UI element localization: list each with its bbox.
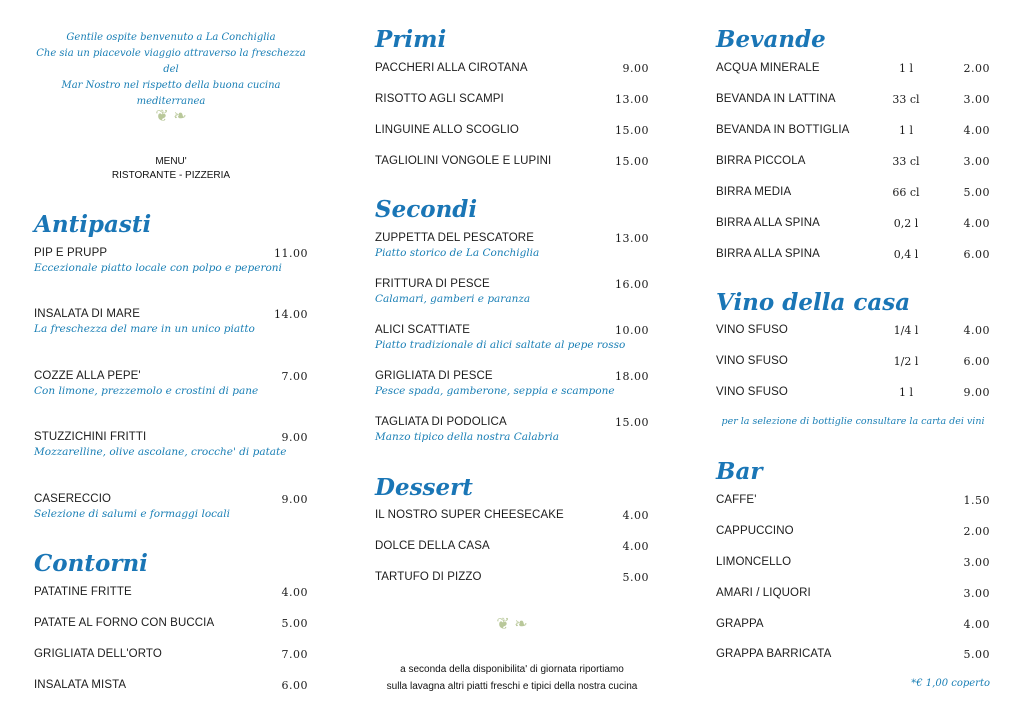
- item-name: GRIGLIATA DELL'ORTO: [34, 648, 162, 660]
- item-name: CASERECCIO: [34, 493, 112, 505]
- menu-item: [34, 586, 308, 604]
- item-name: GRIGLIATA DI PESCE: [375, 370, 493, 382]
- menu-item: [716, 217, 990, 235]
- section-heading-secondi: Secondi: [375, 196, 478, 223]
- menu-item: [34, 247, 308, 274]
- menu-item: [716, 324, 990, 342]
- item-name: VINO SFUSO: [716, 355, 788, 367]
- section-heading-vino: Vino della casa: [716, 289, 911, 316]
- menu-item: [716, 587, 990, 605]
- menu-item: [375, 540, 649, 558]
- item-price: 5.00: [963, 648, 990, 661]
- item-name: BEVANDA IN BOTTIGLIA: [716, 124, 850, 136]
- menu-item: [375, 124, 649, 142]
- menu-item: [716, 355, 990, 373]
- welcome-text: [34, 30, 308, 110]
- menu-item: [716, 648, 990, 666]
- item-price: 2.00: [963, 62, 990, 75]
- item-price: 3.00: [963, 155, 990, 168]
- menu-item: [716, 186, 990, 204]
- item-name: GRAPPA BARRICATA: [716, 648, 832, 660]
- item-quantity: 33 cl: [892, 93, 920, 106]
- menu-item: [375, 93, 649, 111]
- item-name: PATATINE FRITTE: [34, 586, 132, 598]
- item-price: 4.00: [963, 618, 990, 631]
- menu-item: [34, 617, 308, 635]
- item-price: 9.00: [963, 386, 990, 399]
- item-name: CAFFE': [716, 494, 757, 506]
- item-price: 6.00: [963, 248, 990, 261]
- menu-item: [716, 62, 990, 80]
- item-price: 9.00: [281, 493, 308, 506]
- item-price: 4.00: [622, 540, 649, 553]
- menu-item: [716, 248, 990, 266]
- item-price: 9.00: [622, 62, 649, 75]
- item-price: 2.00: [963, 525, 990, 538]
- menu-item: [375, 324, 649, 351]
- menu-column-right: [716, 0, 990, 724]
- item-name: ZUPPETTA DEL PESCATORE: [375, 232, 534, 244]
- menu-item: [375, 370, 649, 397]
- item-name: DOLCE DELLA CASA: [375, 540, 490, 552]
- item-price: 3.00: [963, 93, 990, 106]
- item-description: Mozzarelline, olive ascolane, crocche' di patate: [34, 446, 287, 458]
- menu-logo: [34, 155, 308, 183]
- item-price: 15.00: [615, 416, 649, 429]
- item-name: RISOTTO AGLI SCAMPI: [375, 93, 504, 105]
- item-quantity: 1 l: [898, 386, 913, 399]
- item-name: BIRRA PICCOLA: [716, 155, 806, 167]
- item-quantity: 1/4 l: [893, 324, 919, 337]
- item-price: 18.00: [615, 370, 649, 383]
- item-price: 1.50: [963, 494, 990, 507]
- item-name: PIP E PRUPP: [34, 247, 108, 259]
- item-name: BIRRA MEDIA: [716, 186, 792, 198]
- menu-item: [34, 648, 308, 666]
- item-name: TAGLIOLINI VONGOLE E LUPINI: [375, 155, 552, 167]
- logo-line-menu: MENU': [155, 156, 187, 167]
- item-price: 9.00: [281, 431, 308, 444]
- section-heading-dessert: Dessert: [375, 474, 473, 501]
- menu-column-left: [34, 0, 308, 724]
- item-name: CAPPUCCINO: [716, 525, 794, 537]
- item-name: INSALATA MISTA: [34, 679, 127, 691]
- item-name: COZZE ALLA PEPE': [34, 370, 141, 382]
- item-price: 4.00: [963, 217, 990, 230]
- menu-item: [34, 308, 308, 335]
- item-description: La freschezza del mare in un unico piatto: [34, 323, 255, 335]
- item-price: 3.00: [963, 587, 990, 600]
- item-price: 4.00: [281, 586, 308, 599]
- item-name: GRAPPA: [716, 618, 764, 630]
- item-name: TAGLIATA DI PODOLICA: [375, 416, 507, 428]
- item-name: ALICI SCATTIATE: [375, 324, 471, 336]
- item-name: ACQUA MINERALE: [716, 62, 820, 74]
- section-heading-contorni: Contorni: [34, 550, 148, 577]
- item-price: 4.00: [622, 509, 649, 522]
- welcome-line: Gentile ospite benvenuto a La Conchiglia: [66, 32, 276, 43]
- item-price: 4.00: [963, 324, 990, 337]
- item-price: 5.00: [963, 186, 990, 199]
- menu-item: [716, 618, 990, 636]
- daily-specials-note: [375, 661, 649, 695]
- item-name: BIRRA ALLA SPINA: [716, 248, 820, 260]
- item-description: Con limone, prezzemolo e crostini di pane: [34, 385, 259, 397]
- item-price: 14.00: [274, 308, 308, 321]
- menu-item: [34, 431, 308, 458]
- note-line: sulla lavagna altri piatti freschi e tipici della nostra cucina: [386, 681, 638, 692]
- item-price: 3.00: [963, 556, 990, 569]
- item-price: 5.00: [281, 617, 308, 630]
- menu-item: [34, 370, 308, 397]
- menu-item: [375, 509, 649, 527]
- item-description: Selezione di salumi e formaggi locali: [34, 508, 231, 520]
- item-description: Manzo tipico della nostra Calabria: [375, 431, 559, 443]
- item-description: Pesce spada, gamberone, seppia e scampone: [375, 385, 615, 397]
- item-name: IL NOSTRO SUPER CHEESECAKE: [375, 509, 564, 521]
- item-name: VINO SFUSO: [716, 386, 788, 398]
- menu-item: [375, 278, 649, 305]
- item-description: Eccezionale piatto locale con polpo e peperoni: [34, 262, 282, 274]
- menu-item: [716, 386, 990, 404]
- menu-item: [375, 62, 649, 80]
- item-quantity: 0,2 l: [893, 217, 919, 230]
- item-name: VINO SFUSO: [716, 324, 788, 336]
- item-quantity: 0,4 l: [893, 248, 919, 261]
- welcome-line: Mar Nostro nel rispetto della buona cucina mediterranea: [61, 80, 281, 107]
- menu-item: [716, 525, 990, 543]
- item-quantity: 1 l: [898, 124, 913, 137]
- item-description: Piatto storico de La Conchiglia: [375, 247, 540, 259]
- item-price: 16.00: [615, 278, 649, 291]
- item-name: TARTUFO DI PIZZO: [375, 571, 482, 583]
- item-price: 15.00: [615, 124, 649, 137]
- item-description: Piatto tradizionale di alici saltate al pepe rosso: [375, 339, 626, 351]
- menu-item: [375, 416, 649, 443]
- item-price: 7.00: [281, 370, 308, 383]
- ornament-icon: ❦ ❧: [155, 108, 187, 125]
- item-price: 10.00: [615, 324, 649, 337]
- item-name: LINGUINE ALLO SCOGLIO: [375, 124, 519, 136]
- item-price: 6.00: [963, 355, 990, 368]
- menu-item: [716, 556, 990, 574]
- menu-item: [716, 93, 990, 111]
- section-heading-bar: Bar: [716, 458, 763, 485]
- item-name: AMARI / LIQUORI: [716, 587, 811, 599]
- item-price: 7.00: [281, 648, 308, 661]
- item-price: 11.00: [274, 247, 308, 260]
- section-heading-bevande: Bevande: [716, 26, 826, 53]
- menu-item: [716, 155, 990, 173]
- section-heading-antipasti: Antipasti: [34, 211, 152, 238]
- menu-item: [34, 679, 308, 697]
- menu-item: [34, 493, 308, 520]
- menu-item: [716, 494, 990, 512]
- item-name: BIRRA ALLA SPINA: [716, 217, 820, 229]
- item-quantity: 66 cl: [892, 186, 920, 199]
- item-price: 13.00: [615, 93, 649, 106]
- item-price: 15.00: [615, 155, 649, 168]
- wine-list-note: per la selezione di bottiglie consultare la carta dei vini: [721, 416, 985, 427]
- menu-item: [375, 155, 649, 173]
- ornament-icon: ❦ ❧: [496, 616, 528, 633]
- item-name: STUZZICHINI FRITTI: [34, 431, 147, 443]
- item-name: PACCHERI ALLA CIROTANA: [375, 62, 528, 74]
- welcome-line: Che sia un piacevole viaggio attraverso la freschezza del: [36, 48, 306, 75]
- menu-column-center: [375, 0, 649, 724]
- cover-charge-note: *€ 1,00 coperto: [911, 678, 990, 689]
- note-line: a seconda della disponibilita' di giornata riportiamo: [400, 664, 624, 675]
- item-description: Calamari, gamberi e paranza: [375, 293, 531, 305]
- item-name: PATATE AL FORNO CON BUCCIA: [34, 617, 215, 629]
- item-name: INSALATA DI MARE: [34, 308, 140, 320]
- item-quantity: 33 cl: [892, 155, 920, 168]
- menu-item: [375, 232, 649, 259]
- item-name: LIMONCELLO: [716, 556, 792, 568]
- item-price: 13.00: [615, 232, 649, 245]
- item-name: BEVANDA IN LATTINA: [716, 93, 836, 105]
- item-quantity: 1/2 l: [893, 355, 919, 368]
- item-quantity: 1 l: [898, 62, 913, 75]
- menu-item: [375, 571, 649, 589]
- logo-line-restaurant: RISTORANTE - PIZZERIA: [111, 170, 231, 181]
- item-price: 5.00: [622, 571, 649, 584]
- item-price: 4.00: [963, 124, 990, 137]
- menu-item: [716, 124, 990, 142]
- section-heading-primi: Primi: [375, 26, 447, 53]
- item-price: 6.00: [281, 679, 308, 692]
- item-name: FRITTURA DI PESCE: [375, 278, 490, 290]
